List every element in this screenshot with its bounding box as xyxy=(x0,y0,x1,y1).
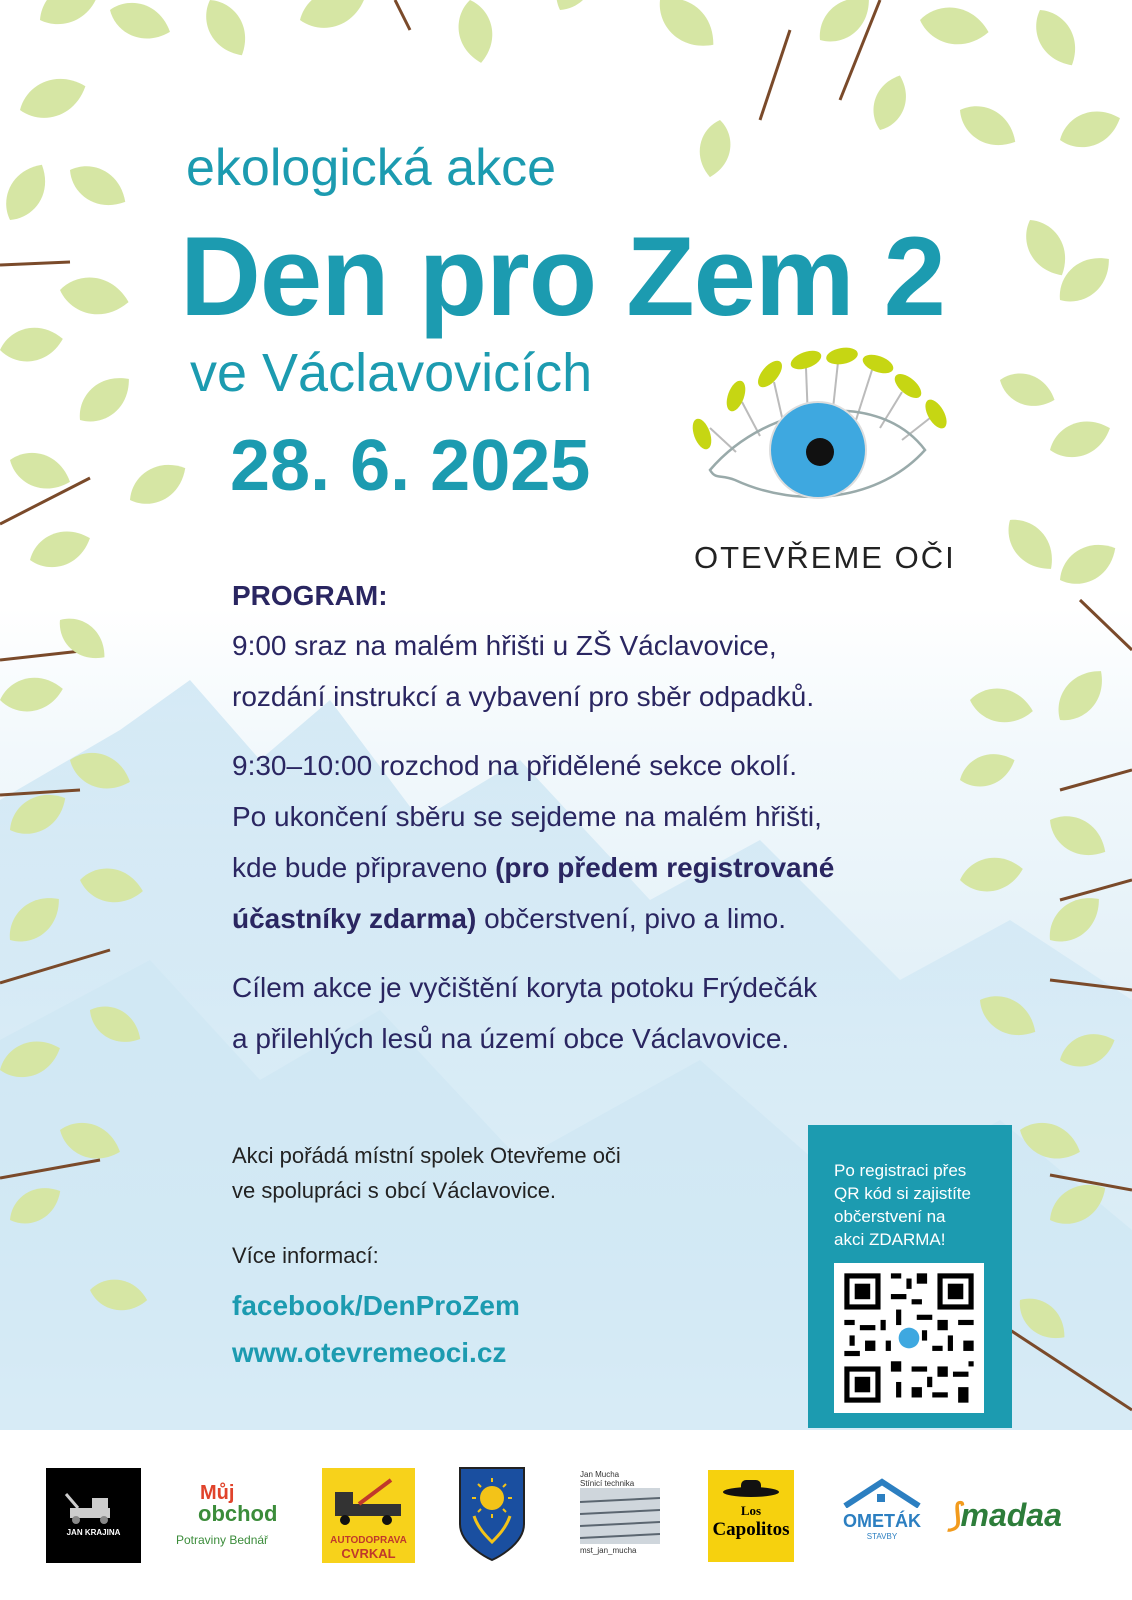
qr-code[interactable] xyxy=(834,1263,984,1413)
program-line-bold: účastníky zdarma) xyxy=(232,903,477,934)
excavator-icon xyxy=(64,1490,124,1526)
sponsor-text: Potraviny Bednář xyxy=(176,1533,269,1547)
sponsor-text: madaa xyxy=(960,1497,1062,1533)
sponsor-logo-ometak xyxy=(832,1478,932,1541)
program-heading: PROGRAM: xyxy=(232,580,388,611)
facebook-link[interactable]: facebook/DenProZem xyxy=(232,1290,520,1321)
sponsor-bar xyxy=(0,1430,1132,1600)
event-title: Den pro Zem 2 xyxy=(180,214,945,339)
qr-line: QR kód si zajistíte xyxy=(834,1184,971,1203)
program-line: občerstvení, pivo a limo. xyxy=(476,903,787,934)
program-section xyxy=(232,576,932,1082)
sponsor-text: Capolitos xyxy=(712,1519,790,1540)
coat-of-arms-icon xyxy=(456,1464,528,1564)
qr-registration-box xyxy=(808,1125,1012,1428)
qr-instructions xyxy=(834,1159,994,1251)
sponsor-text: STAVBY xyxy=(866,1532,898,1541)
blinds-photo-icon xyxy=(580,1488,660,1544)
sponsor-text: OMETÁK xyxy=(843,1511,921,1531)
sponsor-logo-madaa xyxy=(948,1496,1098,1534)
truck-icon xyxy=(329,1474,409,1530)
qr-line: Po registraci přes xyxy=(834,1161,967,1180)
event-date: 28. 6. 2025 xyxy=(230,426,591,506)
program-line: rozdání instrukcí a vybavení pro sběr odpadků. xyxy=(232,681,815,712)
program-line: Cílem akce je vyčištění koryta potoku Frýdečák xyxy=(232,972,818,1003)
sponsor-logo-los-capolitos xyxy=(708,1470,794,1562)
program-line: kde bude připraveno xyxy=(232,852,496,883)
qr-line: občerstvení na xyxy=(834,1207,946,1226)
program-line: 9:00 sraz na malém hřišti u ZŠ Václavovice, xyxy=(232,630,777,661)
program-paragraph-1 xyxy=(232,620,932,722)
sponsor-logo-muj-obchod xyxy=(176,1482,296,1547)
info-label: Více informací: xyxy=(232,1243,379,1268)
sponsor-text: Můj xyxy=(200,1482,235,1504)
program-paragraph-3 xyxy=(232,962,932,1064)
sponsor-text: AUTODOPRAVA xyxy=(330,1535,407,1546)
program-line: a přilehlých lesů na území obce Václavovice. xyxy=(232,1023,790,1054)
sponsor-logo-jan-krajina xyxy=(46,1468,141,1563)
sponsor-text: Stínicí technika xyxy=(580,1479,635,1488)
sponsor-text: Los xyxy=(740,1503,762,1518)
sponsor-text: obchod xyxy=(198,1501,278,1526)
program-paragraph-2 xyxy=(232,740,932,944)
eye-icon xyxy=(680,340,950,530)
program-line: Po ukončení sběru se sejdeme na malém hřišti, xyxy=(232,801,822,832)
website-link[interactable]: www.otevremeoci.cz xyxy=(232,1337,507,1368)
program-line-bold: (pro předem registrované xyxy=(495,852,835,883)
logo-text: OTEVŘEME OČI xyxy=(694,540,956,575)
organizer-note xyxy=(232,1138,621,1208)
swoosh-icon: ⟆ xyxy=(948,1497,961,1533)
sombrero-icon xyxy=(721,1478,781,1498)
sponsor-text: Jan Mucha xyxy=(580,1470,620,1479)
event-place: ve Václavovicích xyxy=(190,343,593,403)
organizer-line: Akci pořádá místní spolek Otevřeme oči xyxy=(232,1143,621,1168)
qr-line: akci ZDARMA! xyxy=(834,1230,946,1249)
sponsor-text: CVRKAL xyxy=(341,1546,396,1561)
sponsor-logo-jan-mucha xyxy=(580,1470,666,1566)
event-subtitle: ekologická akce xyxy=(186,139,556,197)
house-roof-icon xyxy=(837,1478,927,1508)
program-line: 9:30–10:00 rozchod na přidělené sekce okolí. xyxy=(232,750,798,781)
organizer-line: ve spolupráci s obcí Václavovice. xyxy=(232,1178,557,1203)
instagram-handle: mst_jan_mucha xyxy=(580,1546,637,1555)
sponsor-logo-autodoprava-cvrkal xyxy=(322,1468,415,1563)
sponsor-text: JAN KRAJINA xyxy=(66,1528,121,1537)
